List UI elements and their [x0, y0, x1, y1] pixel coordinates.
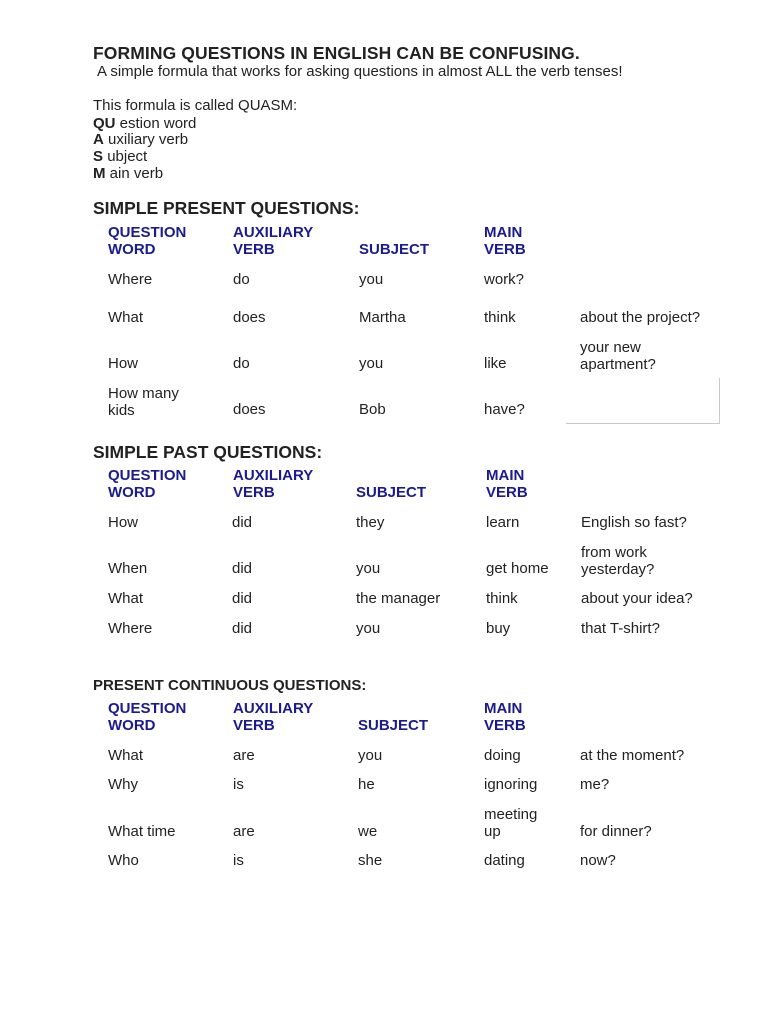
acronym-line-auxiliary-verb: [93, 131, 188, 148]
cell-question-word: How: [108, 355, 139, 372]
page-subtitle: A simple formula that works for asking questions in almost ALL the verb tenses!: [97, 63, 623, 80]
acronym-line-question-word: [93, 115, 196, 132]
acronym-letter: QU: [93, 115, 116, 132]
page-title: FORMING QUESTIONS IN ENGLISH CAN BE CONFUSING.: [93, 43, 580, 63]
cell-complement: now?: [580, 852, 616, 869]
acronym-rest: ain verb: [109, 165, 164, 182]
empty-cell-border-right: [719, 378, 720, 424]
header-auxiliary-verb: AUXILIARY VERB: [233, 467, 314, 501]
cell-subject: Bob: [359, 401, 386, 418]
cell-main-verb: have?: [484, 401, 525, 418]
cell-question-word: Why: [108, 776, 138, 793]
cell-main-verb: learn: [486, 514, 520, 531]
cell-complement: me?: [580, 776, 610, 793]
header-subject: SUBJECT: [358, 717, 429, 734]
cell-question-word: What: [108, 309, 144, 326]
cell-subject: Martha: [359, 309, 406, 326]
header-main-verb: MAIN VERB: [484, 224, 526, 258]
cell-complement: that T-shirt?: [581, 620, 660, 637]
cell-question-word: When: [108, 560, 148, 577]
cell-auxiliary-verb: is: [233, 776, 244, 793]
cell-subject: you: [359, 271, 384, 288]
cell-subject: the manager: [356, 590, 441, 607]
cell-main-verb: meeting up: [484, 806, 538, 840]
empty-cell-border-bottom: [566, 423, 720, 424]
cell-question-word: What: [108, 590, 144, 607]
header-auxiliary-verb: AUXILIARY VERB: [233, 224, 314, 258]
cell-auxiliary-verb: do: [233, 355, 250, 372]
cell-question-word: Who: [108, 852, 139, 869]
cell-question-word: What time: [108, 823, 176, 840]
cell-auxiliary-verb: are: [233, 823, 255, 840]
cell-auxiliary-verb: did: [232, 560, 253, 577]
header-main-verb: MAIN VERB: [486, 467, 528, 501]
acronym-line-subject: [93, 148, 147, 165]
cell-question-word: Where: [108, 271, 153, 288]
cell-main-verb: doing: [484, 747, 521, 764]
cell-auxiliary-verb: do: [233, 271, 250, 288]
header-main-verb: MAIN VERB: [484, 700, 526, 734]
cell-subject: you: [356, 620, 381, 637]
cell-subject: you: [358, 747, 383, 764]
header-question-word: QUESTION WORD: [108, 467, 187, 501]
cell-subject: he: [358, 776, 375, 793]
cell-subject: we: [358, 823, 378, 840]
header-question-word: QUESTION WORD: [108, 224, 187, 258]
header-auxiliary-verb: AUXILIARY VERB: [233, 700, 314, 734]
cell-auxiliary-verb: is: [233, 852, 244, 869]
cell-main-verb: dating: [484, 852, 525, 869]
cell-main-verb: buy: [486, 620, 511, 637]
cell-auxiliary-verb: did: [232, 514, 253, 531]
cell-subject: you: [356, 560, 381, 577]
cell-auxiliary-verb: did: [232, 620, 253, 637]
cell-complement: about your idea?: [581, 590, 693, 607]
cell-auxiliary-verb: does: [233, 401, 266, 418]
cell-complement: about the project?: [580, 309, 701, 326]
cell-question-word: How: [108, 514, 139, 531]
cell-main-verb: think: [486, 590, 518, 607]
cell-main-verb: like: [484, 355, 507, 372]
header-subject: SUBJECT: [356, 484, 427, 501]
cell-complement: English so fast?: [581, 514, 687, 531]
acronym-letter: S: [93, 148, 104, 165]
cell-main-verb: ignoring: [484, 776, 538, 793]
acronym-line-main-verb: [93, 165, 163, 182]
cell-subject: they: [356, 514, 385, 531]
header-question-word: QUESTION WORD: [108, 700, 187, 734]
cell-auxiliary-verb: did: [232, 590, 253, 607]
cell-subject: she: [358, 852, 383, 869]
acronym-rest: uxiliary verb: [108, 131, 189, 148]
cell-complement: from work yesterday?: [581, 544, 655, 578]
cell-main-verb: think: [484, 309, 516, 326]
cell-complement: at the moment?: [580, 747, 685, 764]
acronym-rest: estion word: [119, 115, 197, 132]
formula-intro: This formula is called QUASM:: [93, 97, 298, 114]
cell-complement: for dinner?: [580, 823, 652, 840]
acronym-letter: A: [93, 131, 104, 148]
cell-question-word: Where: [108, 620, 153, 637]
cell-question-word: What: [108, 747, 144, 764]
cell-auxiliary-verb: does: [233, 309, 266, 326]
header-subject: SUBJECT: [359, 241, 430, 258]
cell-subject: you: [359, 355, 384, 372]
cell-main-verb: get home: [486, 560, 549, 577]
cell-main-verb: work?: [484, 271, 525, 288]
cell-auxiliary-verb: are: [233, 747, 255, 764]
section-title-simple-present: SIMPLE PRESENT QUESTIONS:: [93, 198, 360, 218]
section-title-simple-past: SIMPLE PAST QUESTIONS:: [93, 442, 323, 462]
cell-question-word: How many kids: [108, 385, 179, 419]
acronym-rest: ubject: [107, 148, 148, 165]
cell-complement: your new apartment?: [580, 339, 656, 373]
section-title-present-continuous: PRESENT CONTINUOUS QUESTIONS:: [93, 677, 367, 694]
acronym-letter: M: [93, 165, 106, 182]
